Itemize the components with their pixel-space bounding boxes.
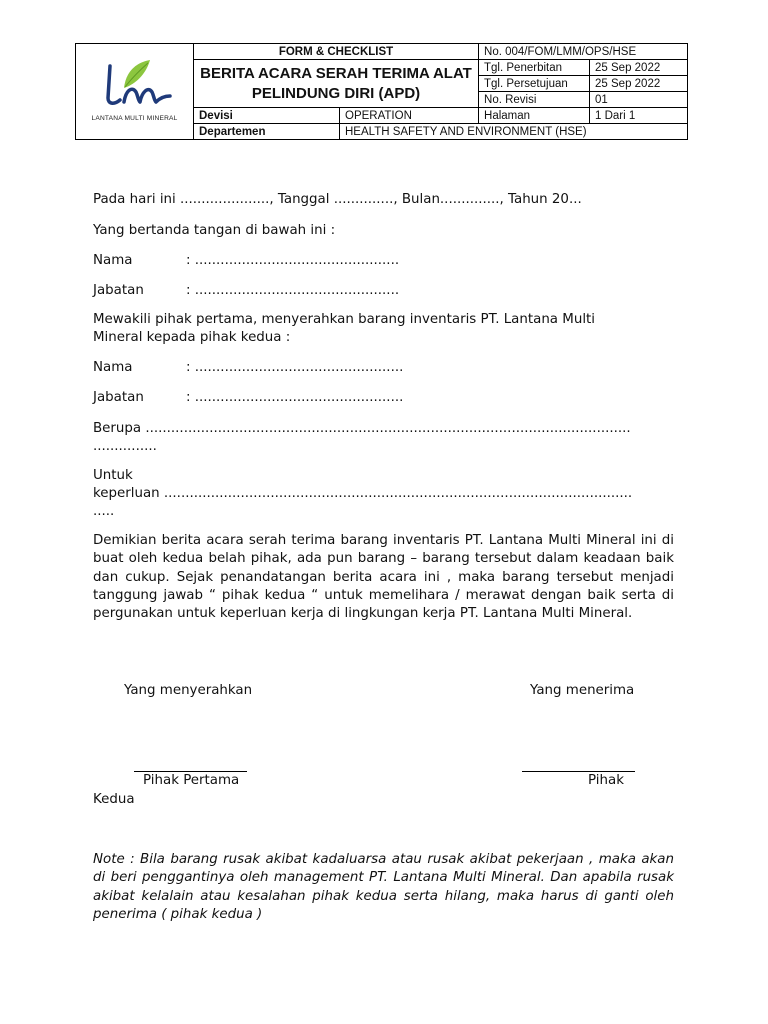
date-line: Pada hari ini ....................., Tanggal .............., Bulan.............., Tahun 20... [93, 192, 582, 207]
second-party-signature-name-cont: Kedua [93, 792, 135, 807]
page-value: 1 Dari 1 [590, 108, 688, 124]
first-party-position-field: : ................................................ [186, 283, 400, 298]
issue-date-label: Tgl. Penerbitan [479, 60, 590, 76]
item-line-2: ............... [93, 439, 157, 454]
second-party-position-field: : ................................................. [186, 390, 404, 405]
logo-cell [76, 44, 194, 140]
statement-paragraph: Demikian berita acara serah terima barang inventaris PT. Lantana Multi Mineral ini di buat oleh kedua belah pihak, ada pun barang – barang tersebut dalam keadaan baik dan cukup. Sejak penandatangan berita acara ini , maka barang tersebut menjadi tanggung jawab “ pihak kedua “ untuk memelihara / merawat dengan baik serta di pergunakan untuk keperluan kerja di lingkungan kerja PT. Lantana Multi Mineral. [93, 533, 674, 622]
document-header-table [75, 43, 688, 140]
item-line-1: Berupa .................................................................................................................. [93, 421, 631, 436]
first-party-name-label: Nama [93, 253, 133, 268]
company-logo [94, 58, 176, 110]
first-party-name-row [93, 252, 399, 270]
document-number: No. 004/FOM/LMM/OPS/HSE [479, 44, 688, 60]
handover-label: Yang menyerahkan [124, 683, 253, 698]
approval-date-label: Tgl. Persetujuan [479, 76, 590, 92]
first-party-position-label: Jabatan [93, 283, 144, 298]
purpose-label: Untuk [93, 468, 133, 483]
representation-line-2: Mineral kepada pihak kedua : [93, 330, 291, 345]
issue-date-value: 25 Sep 2022 [590, 60, 688, 76]
first-party-position-row [93, 282, 399, 300]
division-value: OPERATION [340, 108, 479, 124]
division-label: Devisi [194, 108, 340, 124]
document-title: BERITA ACARA SERAH TERIMA ALAT PELINDUNG DIRI (APD) [194, 60, 479, 108]
department-value: HEALTH SAFETY AND ENVIRONMENT (HSE) [340, 124, 688, 140]
second-party-signature-name: Pihak [588, 773, 624, 788]
second-party-name-label: Nama [93, 360, 133, 375]
revision-label: No. Revisi [479, 92, 590, 108]
second-party-position-row [93, 389, 403, 407]
purpose-line-1: keperluan .............................................................................................................. [93, 486, 633, 501]
logo-caption: LANTANA MULTI MINERAL [91, 114, 178, 122]
purpose-line-2: ..... [93, 504, 115, 519]
revision-value: 01 [590, 92, 688, 108]
approval-date-value: 25 Sep 2022 [590, 76, 688, 92]
first-party-name-field: : ................................................ [186, 253, 400, 268]
representation-line-1: Mewakili pihak pertama, menyerahkan barang inventaris PT. Lantana Multi [93, 312, 596, 327]
department-label: Departemen [194, 124, 340, 140]
second-party-name-row [93, 359, 403, 377]
note-paragraph: Note : Bila barang rusak akibat kadaluarsa atau rusak akibat pekerjaan , maka akan di beri penggantinya oleh management PT. Lantana Multi Mineral. Dan apabila rusak akibat kelalain atau kesalahan pihak kedua serta hilang, maka harus di ganti oleh penerima ( pihak kedua ) [93, 852, 674, 922]
second-party-position-label: Jabatan [93, 390, 144, 405]
receiver-label: Yang menerima [530, 683, 635, 698]
page-label: Halaman [479, 108, 590, 124]
second-party-name-field: : ................................................. [186, 360, 404, 375]
intro-line: Yang bertanda tangan di bawah ini : [93, 223, 336, 238]
form-label: FORM & CHECKLIST [194, 44, 479, 60]
first-party-signature-name: Pihak Pertama [143, 773, 240, 788]
